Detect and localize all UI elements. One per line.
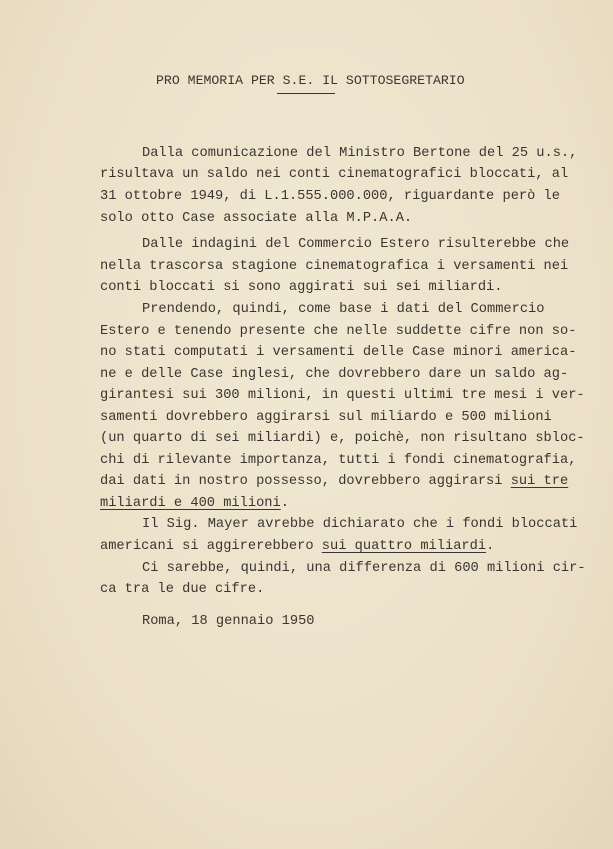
text-segment: nella trascorsa stagione cinematografica i versamenti nei — [100, 259, 569, 274]
text-segment: solo otto Case associate alla M.P.A.A. — [100, 211, 413, 226]
text-segment: Prendendo, quindi, come base i dati del Commercio — [142, 302, 545, 317]
text-line — [100, 582, 264, 598]
text-segment: Il Sig. Mayer avrebbe dichiarato che i fondi bloccati — [142, 517, 578, 532]
text-line — [142, 302, 544, 318]
underlined-text: sui quattro miliardi — [321, 539, 487, 554]
text-line — [100, 410, 552, 426]
underlined-text: miliardi e 400 milioni — [100, 496, 281, 511]
text-segment: chi di rilevante importanza, tutti i fondi cinematografia, — [100, 453, 577, 468]
text-segment: Dalla comunicazione del Ministro Bertone del 25 u.s., — [142, 146, 578, 161]
text-line — [100, 388, 585, 404]
text-segment: . — [486, 539, 495, 554]
text-segment: samenti dovrebbero aggirarsi sul miliardo e 500 milioni — [100, 410, 552, 425]
text-segment: no stati computati i versamenti delle Case minori america- — [100, 345, 577, 360]
title-underline — [277, 93, 335, 94]
text-line — [142, 237, 569, 253]
text-line — [100, 280, 502, 296]
underlined-text: sui tre — [510, 474, 569, 489]
text-line — [100, 474, 568, 490]
text-segment: Estero e tenendo presente che nelle suddette cifre non so- — [100, 324, 577, 339]
text-segment: risultava un saldo nei conti cinematografici bloccati, al — [100, 167, 569, 182]
text-line — [100, 211, 412, 227]
text-segment: dai dati in nostro possesso, dovrebbero aggirarsi — [100, 474, 511, 489]
text-segment: conti bloccati si sono aggirati sui sei miliardi. — [100, 280, 503, 295]
text-segment: (un quarto di sei miliardi) e, poichè, non risultano sbloc- — [100, 431, 585, 446]
text-line — [100, 345, 576, 361]
text-line — [142, 517, 577, 533]
text-segment: Ci sarebbe, quindi, una differenza di 600 milioni cir- — [142, 561, 586, 576]
text-segment: americani si aggirerebbero — [100, 539, 322, 554]
text-segment: ne e delle Case inglesi, che dovrebbero dare un saldo ag- — [100, 367, 569, 382]
text-line — [142, 561, 586, 577]
text-line — [142, 146, 577, 162]
text-segment: girantesi sui 300 milioni, in questi ultimi tre mesi i ver- — [100, 388, 585, 403]
document-title: PRO MEMORIA PER S.E. IL SOTTOSEGRETARIO — [156, 73, 465, 88]
text-line — [100, 189, 560, 205]
date-line — [142, 614, 315, 630]
text-line — [100, 259, 568, 275]
text-line — [100, 453, 576, 469]
text-segment: Roma, 18 gennaio 1950 — [142, 614, 315, 629]
text-line — [100, 367, 568, 383]
text-line — [100, 496, 289, 512]
text-line — [100, 324, 576, 340]
text-line — [100, 539, 494, 555]
text-segment: 31 ottobre 1949, di L.1.555.000.000, riguardante però le — [100, 189, 560, 204]
text-line — [100, 431, 585, 447]
text-segment: . — [280, 496, 289, 511]
text-line — [100, 167, 568, 183]
text-segment: ca tra le due cifre. — [100, 582, 265, 597]
text-segment: Dalle indagini del Commercio Estero risulterebbe che — [142, 237, 570, 252]
